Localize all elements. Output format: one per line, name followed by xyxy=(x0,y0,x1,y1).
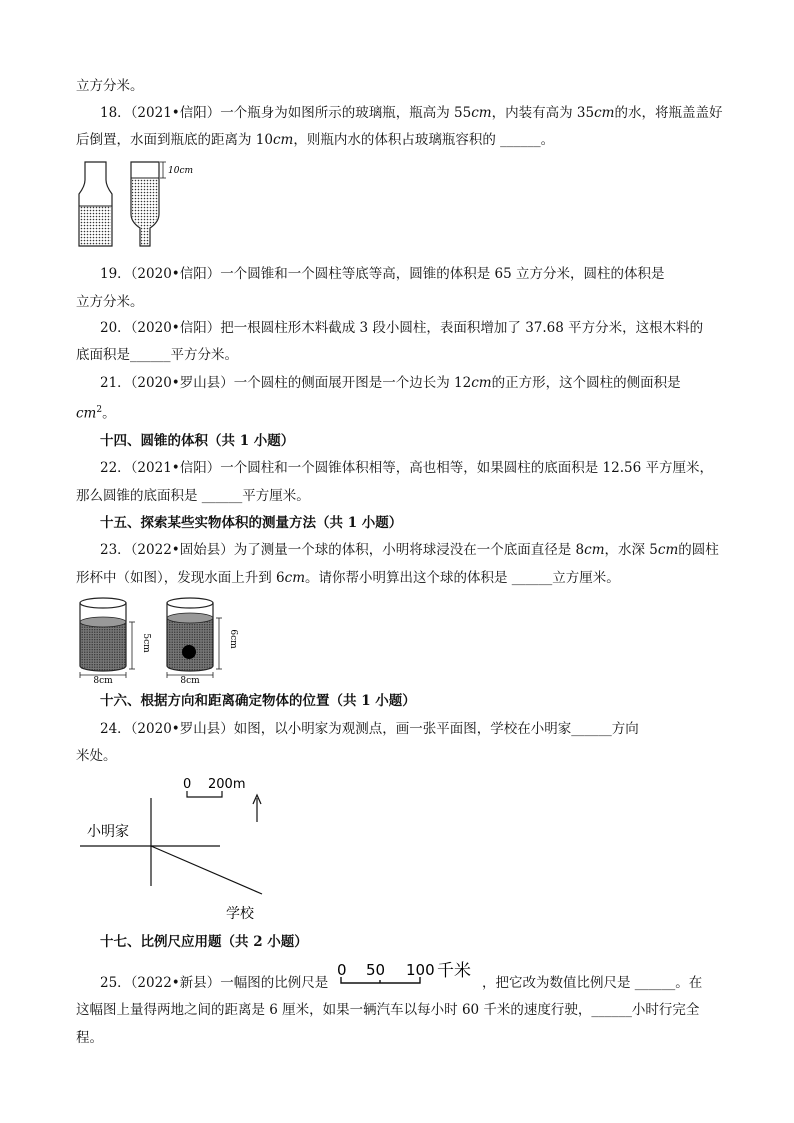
cup2-width-label: 8cm xyxy=(180,676,200,686)
q25-line3: 程。 xyxy=(76,1030,103,1046)
position-map xyxy=(76,770,276,920)
q22-line2: 那么圆锥的底面积是 ______平方厘米。 xyxy=(76,488,310,504)
q23-line2: 形杯中（如图），发现水面上升到 6cm。请你帮小明算出这个球的体积是 ______立方厘米。 xyxy=(76,570,620,586)
q25-line1-b: ，把它改为数值比例尺是 ______。在 xyxy=(482,975,703,991)
q25-scale-unit: 千米 xyxy=(437,961,471,981)
q21-line1: 21．（2020•罗山县）一个圆柱的侧面展开图是一个边长为 12cm的正方形，这个圆柱的侧面积是 xyxy=(100,375,681,391)
map-scale-length: 200m xyxy=(208,777,246,792)
bottle-dim-label: 10cm xyxy=(168,166,194,176)
q24-line1: 24．（2020•罗山县）如图，以小明家为观测点，画一张平面图，学校在小明家______方向 xyxy=(100,721,639,737)
bottle-figure xyxy=(74,158,204,250)
q20-line2: 底面积是______平方分米。 xyxy=(76,347,238,363)
q25-line1-a: 25．（2022•新县）一幅图的比例尺是 xyxy=(100,975,329,991)
q25-scale-50: 50 xyxy=(366,961,386,979)
home-label: 小明家 xyxy=(87,824,129,840)
q18-line1: 18．（2021•信阳）一个瓶身为如图所示的玻璃瓶，瓶高为 55cm，内装有高为 35cm的水，将瓶盖盖好 xyxy=(100,105,723,121)
ball xyxy=(182,645,196,659)
school-label: 学校 xyxy=(226,906,254,922)
q18-line2: 后倒置，水面到瓶底的距离为 10cm，则瓶内水的体积占玻璃瓶容积的 ______。 xyxy=(76,132,555,148)
q19-line2: 立方分米。 xyxy=(76,294,144,310)
cups-figure xyxy=(76,596,246,684)
section-16-heading: 十六、根据方向和距离确定物体的位置（共 1 小题） xyxy=(100,693,416,709)
upright-water xyxy=(80,206,111,245)
q20-line1: 20．（2020•信阳）把一根圆柱形木料截成 3 段小圆柱，表面积增加了 37.68 平方分米，这根木料的 xyxy=(100,320,704,336)
cup1-width-label: 8cm xyxy=(93,676,113,686)
q23-line1: 23．（2022•固始县）为了测量一个球的体积，小明将球浸没在一个底面直径是 8cm，水深 5cm的圆柱 xyxy=(100,542,719,558)
q21-line2: $cm^2$。 xyxy=(76,405,116,422)
map-scale-zero: 0 xyxy=(183,777,192,792)
q24-line2: 米处。 xyxy=(76,748,117,764)
q25-scale-0: 0 xyxy=(337,961,347,979)
cup-before xyxy=(80,598,151,686)
section-14-heading: 十四、圆锥的体积（共 1 小题） xyxy=(100,433,295,449)
section-17-heading: 十七、比例尺应用题（共 2 小题） xyxy=(100,934,308,950)
q22-line1: 22．（2021•信阳）一个圆柱和一个圆锥体积相等，高也相等，如果圆柱的底面积是 12.56 平方厘米， xyxy=(100,460,713,476)
section-15-heading: 十五、探索某些实物体积的测量方法（共 1 小题） xyxy=(100,515,403,531)
q25-line-scale xyxy=(334,958,484,988)
q17-tail: 立方分米。 xyxy=(76,78,144,94)
q25-scale-100: 100 xyxy=(406,961,435,979)
q25-line2: 这幅图上量得两地之间的距离是 6 厘米，如果一辆汽车以每小时 60 千米的速度行驶，______小时行完全 xyxy=(76,1002,700,1018)
cup2-height-label: 6cm xyxy=(228,629,238,649)
direction-to-school xyxy=(151,846,262,894)
inverted-water xyxy=(132,178,158,214)
cup-after xyxy=(167,598,238,686)
cup1-height-label: 5cm xyxy=(141,633,151,653)
q19-line1: 19．（2020•信阳）一个圆锥和一个圆柱等底等高，圆锥的体积是 65 立方分米，圆柱的体积是 xyxy=(100,266,665,282)
